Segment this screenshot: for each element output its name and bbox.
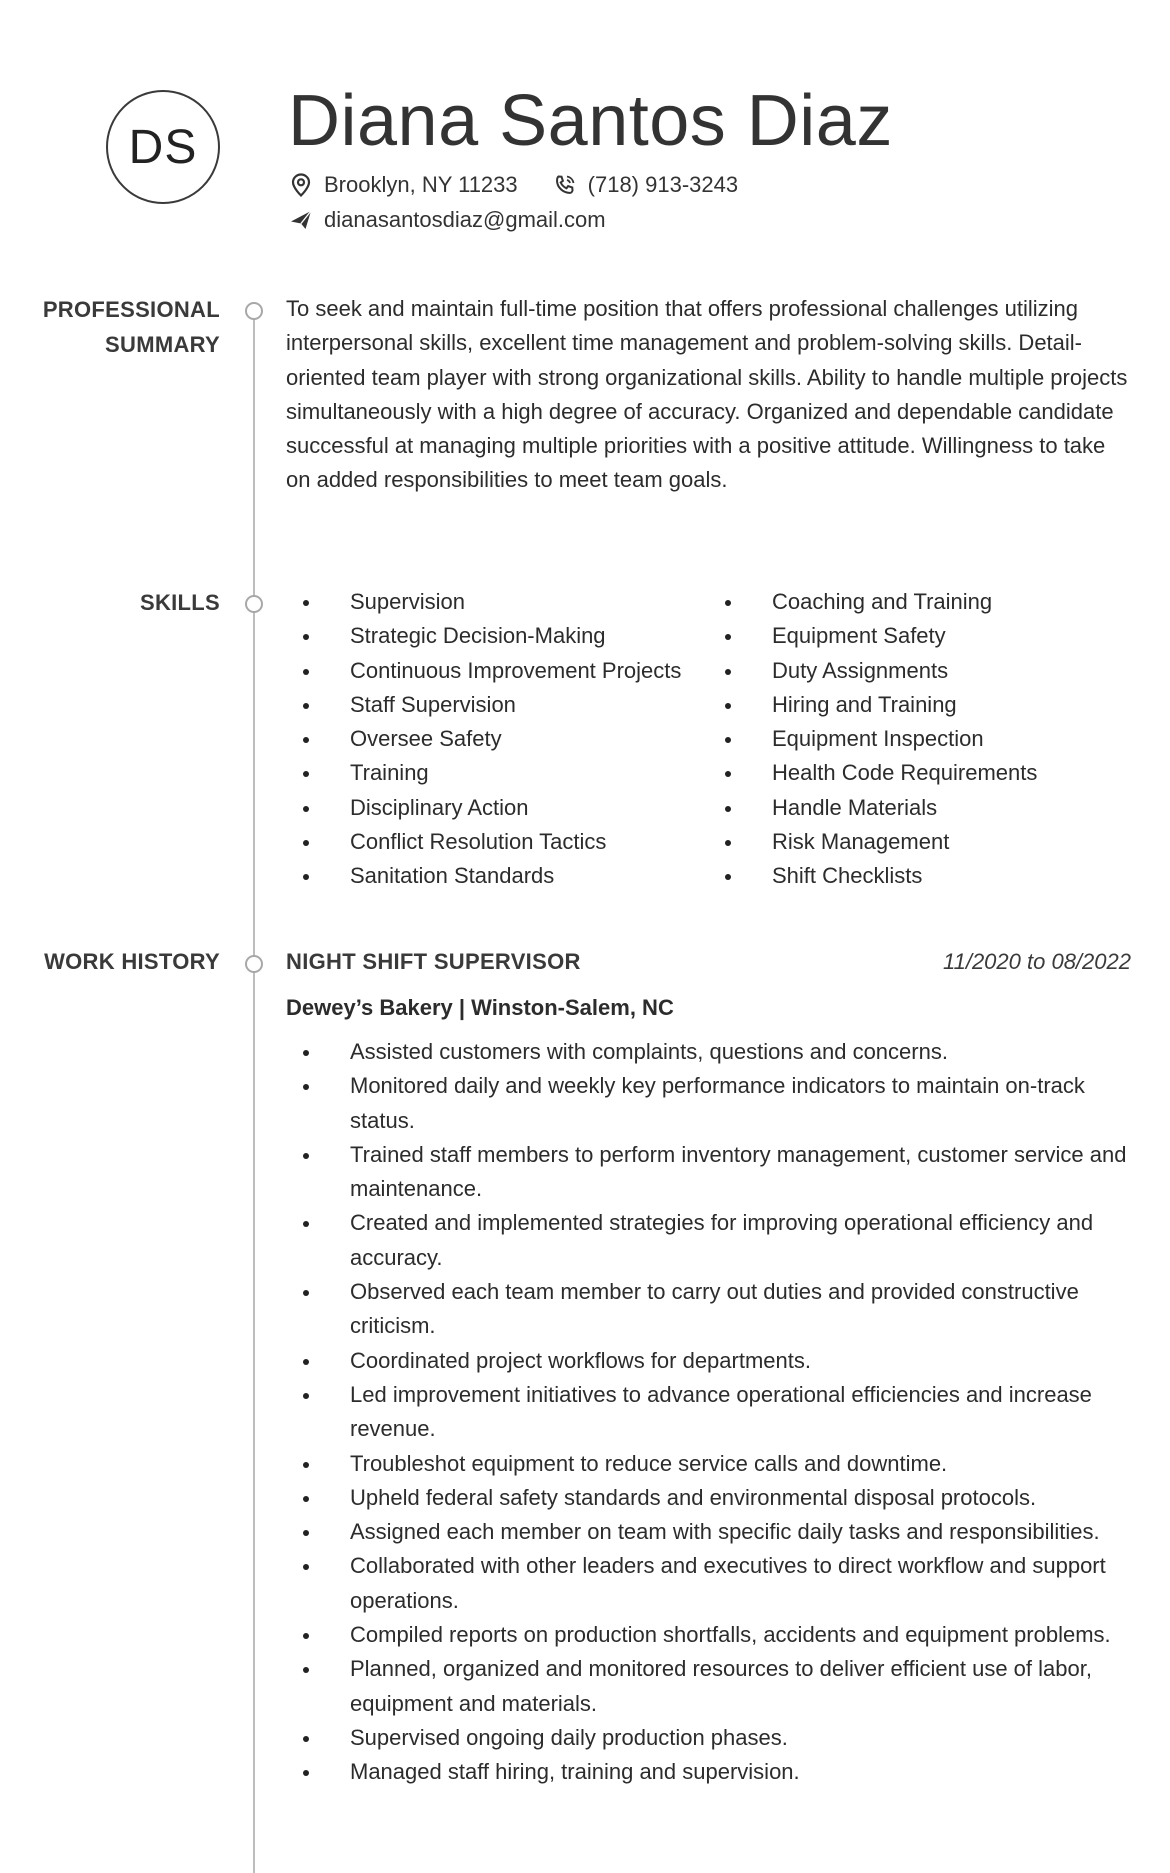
email-link[interactable]: dianasantosdiaz@gmail.com: [324, 207, 606, 232]
location-text: Brooklyn, NY 11233: [324, 172, 518, 197]
skill-item: Shift Checklists: [708, 859, 1037, 893]
skill-item: Staff Supervision: [286, 688, 681, 722]
duty-item: Monitored daily and weekly key performance indicators to maintain on-track status.: [286, 1069, 1131, 1138]
skills-list-right: [708, 585, 1037, 894]
skill-item: Sanitation Standards: [286, 859, 681, 893]
duty-item: Planned, organized and monitored resources to deliver efficient use of labor, equipment and materials.: [286, 1652, 1131, 1721]
job-dates: 11/2020 to 08/2022: [943, 949, 1131, 974]
skill-item: Training: [286, 756, 681, 790]
skill-item: Handle Materials: [708, 791, 1037, 825]
skills-list-left: [286, 585, 681, 894]
candidate-name: Diana Santos Diaz: [288, 81, 893, 161]
skill-item: Risk Management: [708, 825, 1037, 859]
skill-item: Strategic Decision-Making: [286, 619, 681, 653]
skill-item: Equipment Inspection: [708, 722, 1037, 756]
duty-item: Compiled reports on production shortfalls, accidents and equipment problems.: [286, 1618, 1131, 1652]
timeline-node-skills: [245, 595, 263, 613]
duty-item: Assisted customers with complaints, questions and concerns.: [286, 1035, 1131, 1069]
phone-text[interactable]: (718) 913-3243: [587, 172, 739, 197]
job-duties-list: [286, 1035, 1131, 1790]
duty-item: Upheld federal safety standards and environmental disposal protocols.: [286, 1481, 1131, 1515]
map-pin-icon: [288, 172, 314, 198]
section-label-summary-line1: PROFESSIONAL: [42, 297, 220, 322]
timeline-node-summary: [245, 302, 263, 320]
summary-text: To seek and maintain full-time position that offers professional challenges utilizing interpersonal skills, excellent time management and problem-solving skills. Detail-oriented team player with strong organizational skills. Ability to handle multiple projects simultaneously with a high degree of accuracy. Organized and dependable candidate successful at managing multiple priorities with a positive attitude. Willingness to take on added responsibilities to meet team goals.: [286, 296, 1128, 493]
timeline-node-work: [245, 955, 263, 973]
monogram-avatar: DS: [106, 90, 220, 204]
skill-item: Duty Assignments: [708, 654, 1037, 688]
duty-item: Observed each team member to carry out duties and provided constructive criticism.: [286, 1275, 1131, 1344]
duty-item: Trained staff members to perform inventory management, customer service and maintenance.: [286, 1138, 1131, 1207]
skill-item: Health Code Requirements: [708, 756, 1037, 790]
duty-item: Managed staff hiring, training and supervision.: [286, 1755, 1131, 1789]
section-label-summary: [43, 292, 220, 362]
contact-row-primary: [288, 172, 738, 198]
duty-item: Troubleshot equipment to reduce service calls and downtime.: [286, 1447, 1131, 1481]
section-label-work-history: WORK HISTORY: [44, 949, 220, 974]
skill-item: Supervision: [286, 585, 681, 619]
paper-plane-icon: [288, 207, 314, 233]
duty-item: Supervised ongoing daily production phases.: [286, 1721, 1131, 1755]
duty-item: Led improvement initiatives to advance operational efficiencies and increase revenue.: [286, 1378, 1131, 1447]
skill-item: Hiring and Training: [708, 688, 1037, 722]
duty-item: Collaborated with other leaders and executives to direct workflow and support operations.: [286, 1549, 1131, 1618]
section-label-skills: SKILLS: [139, 590, 220, 615]
section-label-summary-line2: SUMMARY: [105, 332, 220, 357]
timeline-line: [253, 305, 255, 1873]
phone-icon: [552, 172, 578, 198]
job-company: Dewey’s Bakery | Winston-Salem, NC: [286, 995, 674, 1020]
contact-row-email: [288, 207, 606, 233]
skill-item: Equipment Safety: [708, 619, 1037, 653]
skill-item: Conflict Resolution Tactics: [286, 825, 681, 859]
skill-item: Oversee Safety: [286, 722, 681, 756]
skill-item: Coaching and Training: [708, 585, 1037, 619]
duty-item: Created and implemented strategies for improving operational efficiency and accuracy.: [286, 1206, 1131, 1275]
duty-item: Assigned each member on team with specific daily tasks and responsibilities.: [286, 1515, 1131, 1549]
job-title: NIGHT SHIFT SUPERVISOR: [286, 949, 581, 974]
duty-item: Coordinated project workflows for departments.: [286, 1344, 1131, 1378]
skill-item: Continuous Improvement Projects: [286, 654, 681, 688]
skill-item: Disciplinary Action: [286, 791, 681, 825]
